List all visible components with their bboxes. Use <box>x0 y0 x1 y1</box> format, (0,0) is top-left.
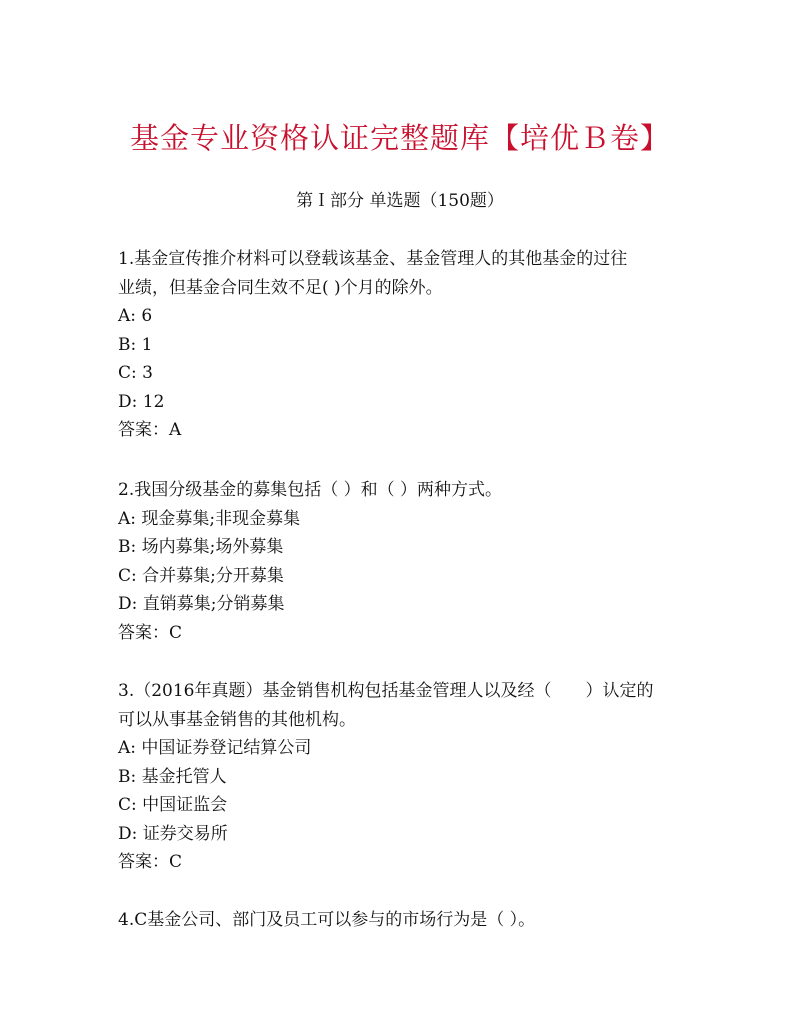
option-d: D: 直销募集;分销募集 <box>118 594 285 614</box>
option-a: A: 6 <box>118 306 153 326</box>
document-title: 基金专业资格认证完整题库【培优Ｂ卷】 <box>129 121 670 155</box>
option-d: D: 12 <box>118 391 165 412</box>
question-stem-line: 4.C基金公司、部门及员工可以参与的市场行为是（ ）。 <box>118 910 536 930</box>
question-stem-line: 业绩，但基金合同生效不足( )个月的除外。 <box>118 277 443 298</box>
option-c: C: 3 <box>118 363 153 383</box>
answer-line: 答案：A <box>118 420 182 440</box>
option-c: C: 合并募集;分开募集 <box>118 565 284 586</box>
question-4 <box>118 906 698 935</box>
answer-line: 答案：C <box>118 852 183 872</box>
option-a: A: 现金募集;非现金募集 <box>118 508 301 529</box>
question-1 <box>118 245 698 445</box>
option-b: B: 1 <box>118 334 153 355</box>
question-stem-line: 可以从事基金销售的其他机构。 <box>118 709 356 730</box>
question-stem-line: 3.（2016年真题）基金销售机构包括基金管理人以及经（ ）认定的 <box>118 681 654 701</box>
question-stem-line: 2.我国分级基金的募集包括（ ）和（ ）两种方式。 <box>118 480 503 500</box>
question-2 <box>118 476 698 647</box>
option-b: B: 场内募集;场外募集 <box>118 537 284 557</box>
option-a: A: 中国证券登记结算公司 <box>118 738 312 758</box>
option-d: D: 证券交易所 <box>118 823 228 844</box>
question-stem-line: 1.基金宣传推介材料可以登载该基金、基金管理人的其他基金的过往 <box>118 249 628 269</box>
section-heading: 第Ｉ部分 单选题（150题） <box>296 191 504 211</box>
answer-line: 答案：C <box>118 622 183 643</box>
option-b: B: 基金托管人 <box>118 766 227 787</box>
option-c: C: 中国证监会 <box>118 795 228 815</box>
question-3 <box>118 677 698 877</box>
